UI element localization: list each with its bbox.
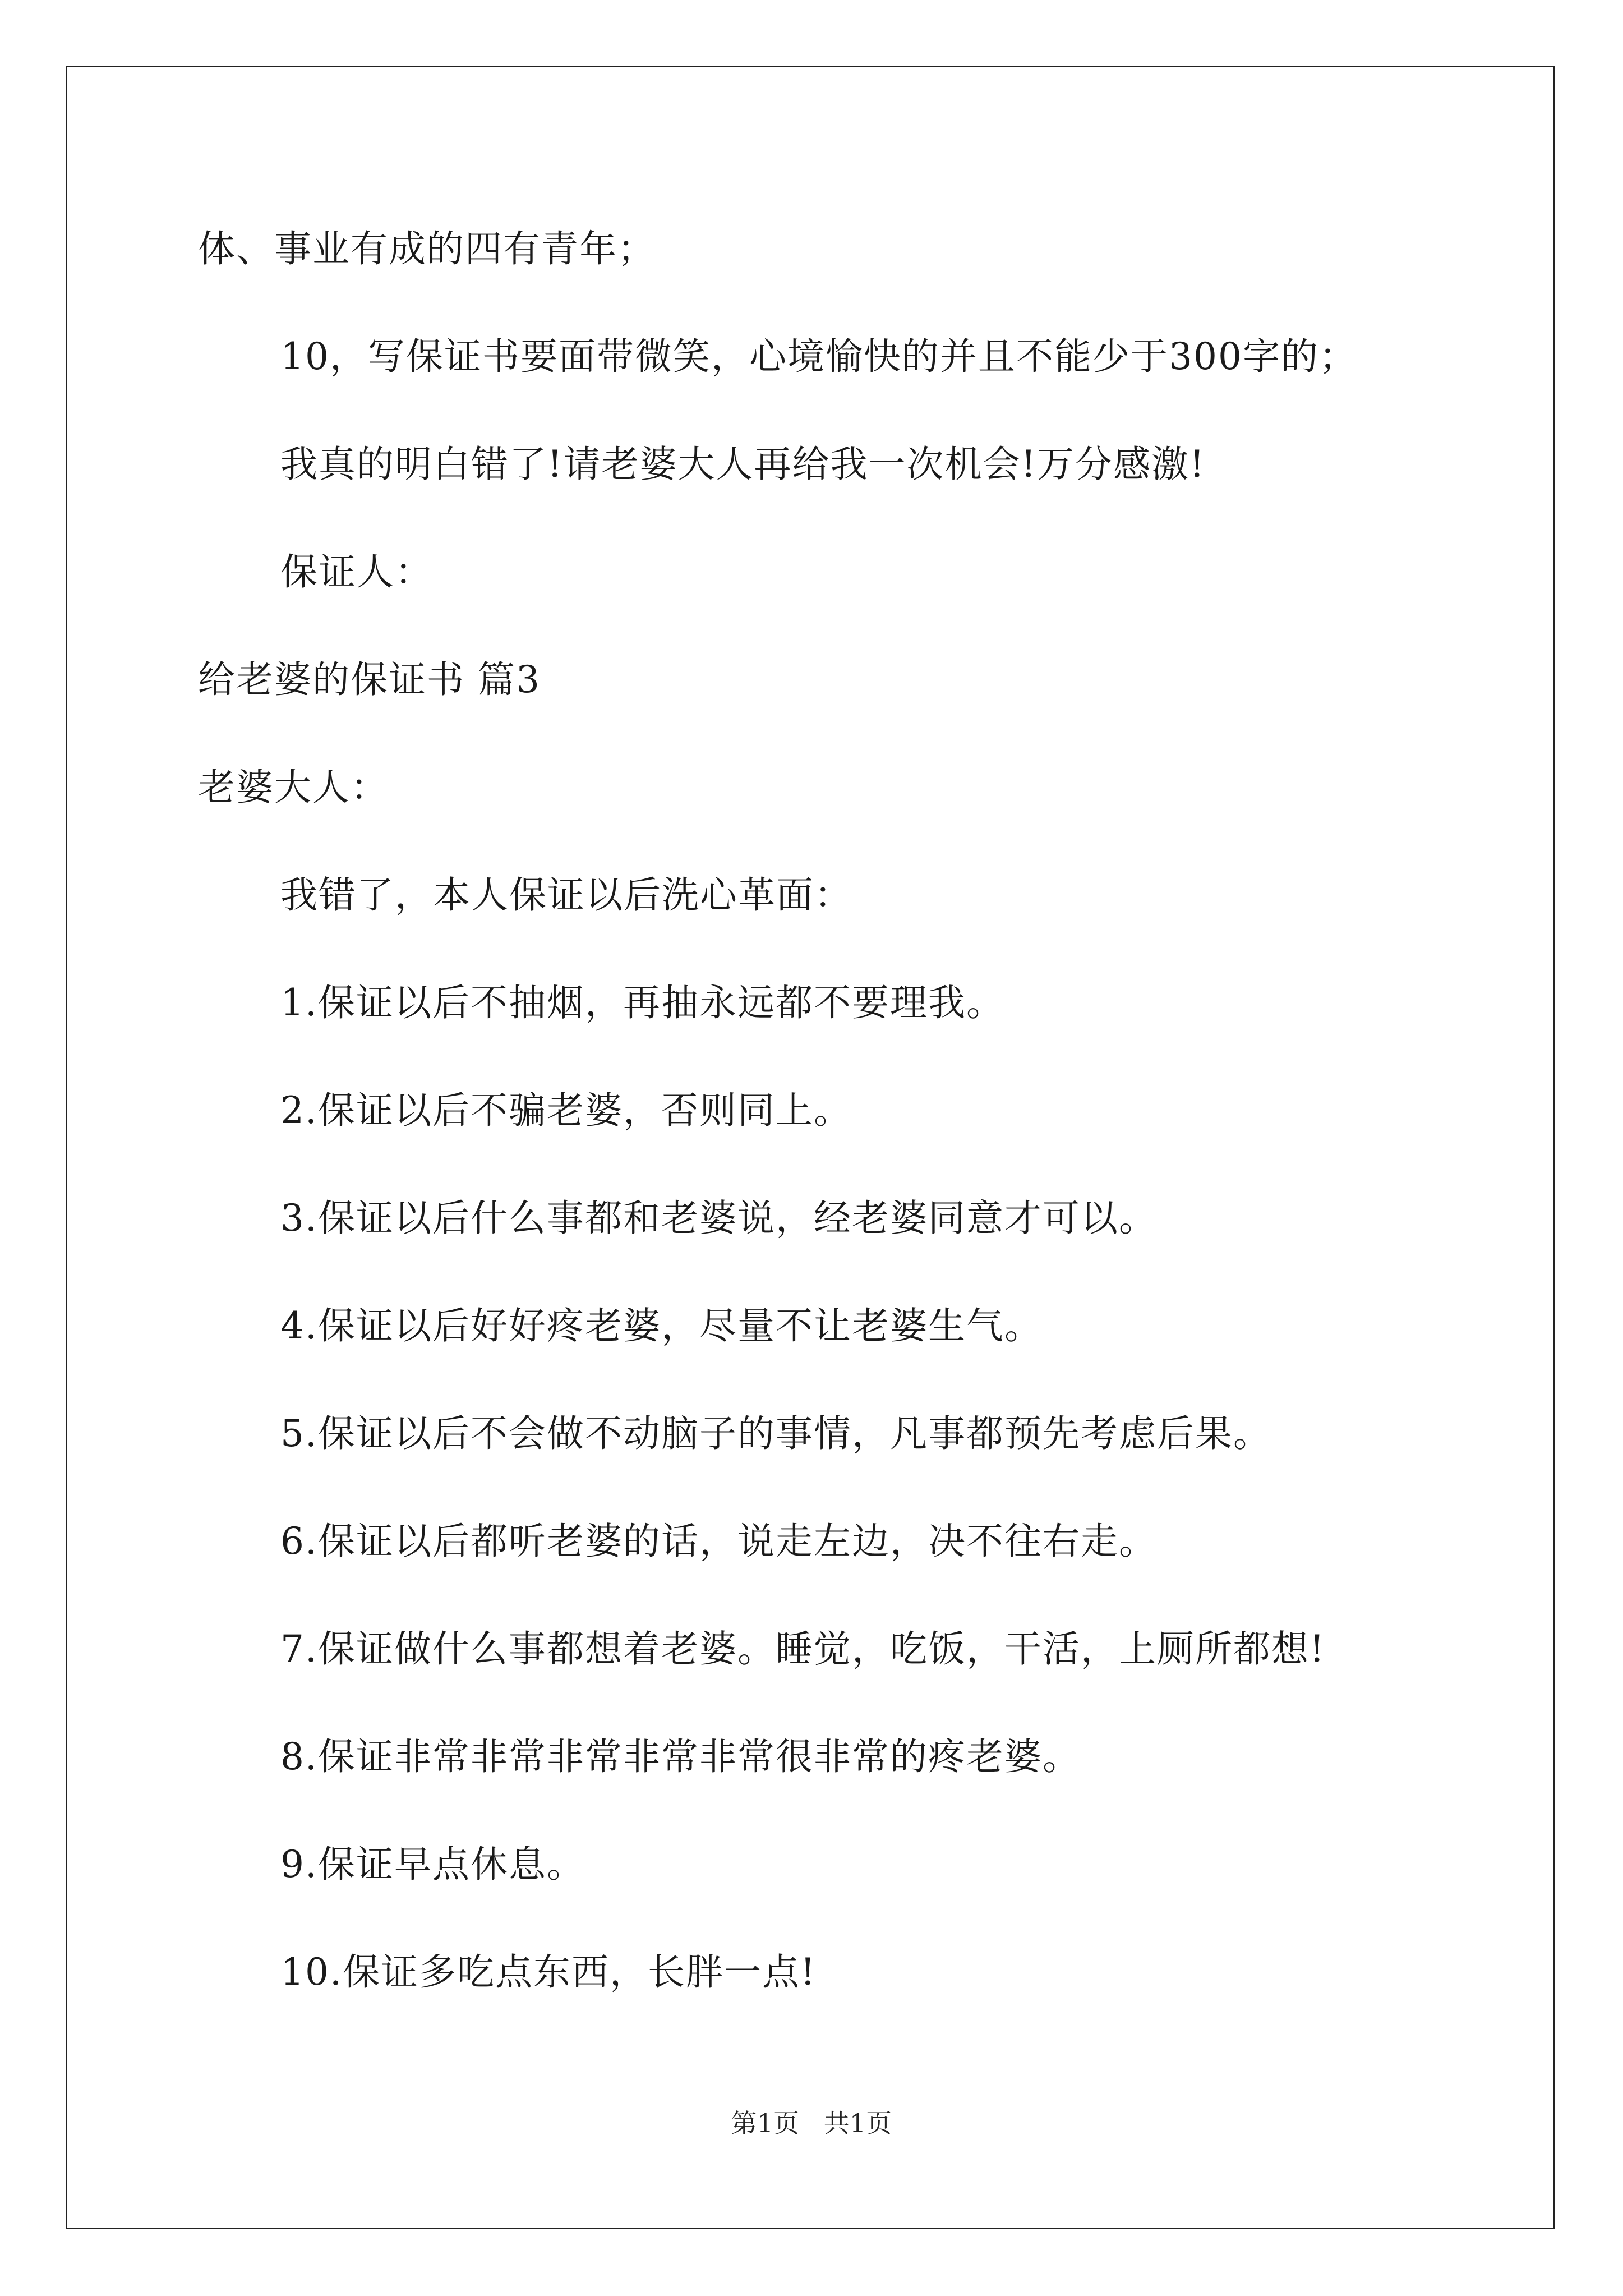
list-item: 3.保证以后什么事都和老婆说，经老婆同意才可以。	[280, 1197, 1157, 1240]
list-item: 2.保证以后不骗老婆，否则同上。	[280, 1089, 852, 1132]
list-item: 10.保证多吃点东西，长胖一点!	[280, 1950, 817, 1994]
section-title: 给老婆的保证书 篇3	[198, 658, 541, 701]
page-footer: 第1页 共1页	[731, 2108, 892, 2138]
page-border	[66, 66, 1555, 2229]
list-item: 9.保证早点休息。	[280, 1843, 585, 1886]
intro-paragraph: 我错了，本人保证以后洗心革面：	[280, 873, 852, 917]
list-item: 1.保证以后不抽烟，再抽永远都不要理我。	[280, 981, 1004, 1024]
salutation: 老婆大人：	[198, 766, 389, 809]
list-item: 6.保证以后都听老婆的话，说走左边，决不往右走。	[280, 1520, 1157, 1563]
guarantor-label: 保证人：	[280, 550, 433, 593]
list-item: 7.保证做什么事都想着老婆。睡觉，吃饭，干活，上厕所都想!	[280, 1627, 1326, 1671]
list-item: 8.保证非常非常非常非常非常很非常的疼老婆。	[280, 1735, 1081, 1778]
apology-paragraph: 我真的明白错了!请老婆大人再给我一次机会!万分感激!	[280, 443, 1206, 486]
paragraph-continuation: 体、事业有成的四有青年；	[198, 227, 656, 270]
list-item-10-requirement: 10，写保证书要面带微笑，心境愉快的并且不能少于300字的；	[280, 335, 1357, 378]
list-item: 4.保证以后好好疼老婆，尽量不让老婆生气。	[280, 1304, 1043, 1347]
list-item: 5.保证以后不会做不动脑子的事情，凡事都预先考虑后果。	[280, 1412, 1271, 1455]
